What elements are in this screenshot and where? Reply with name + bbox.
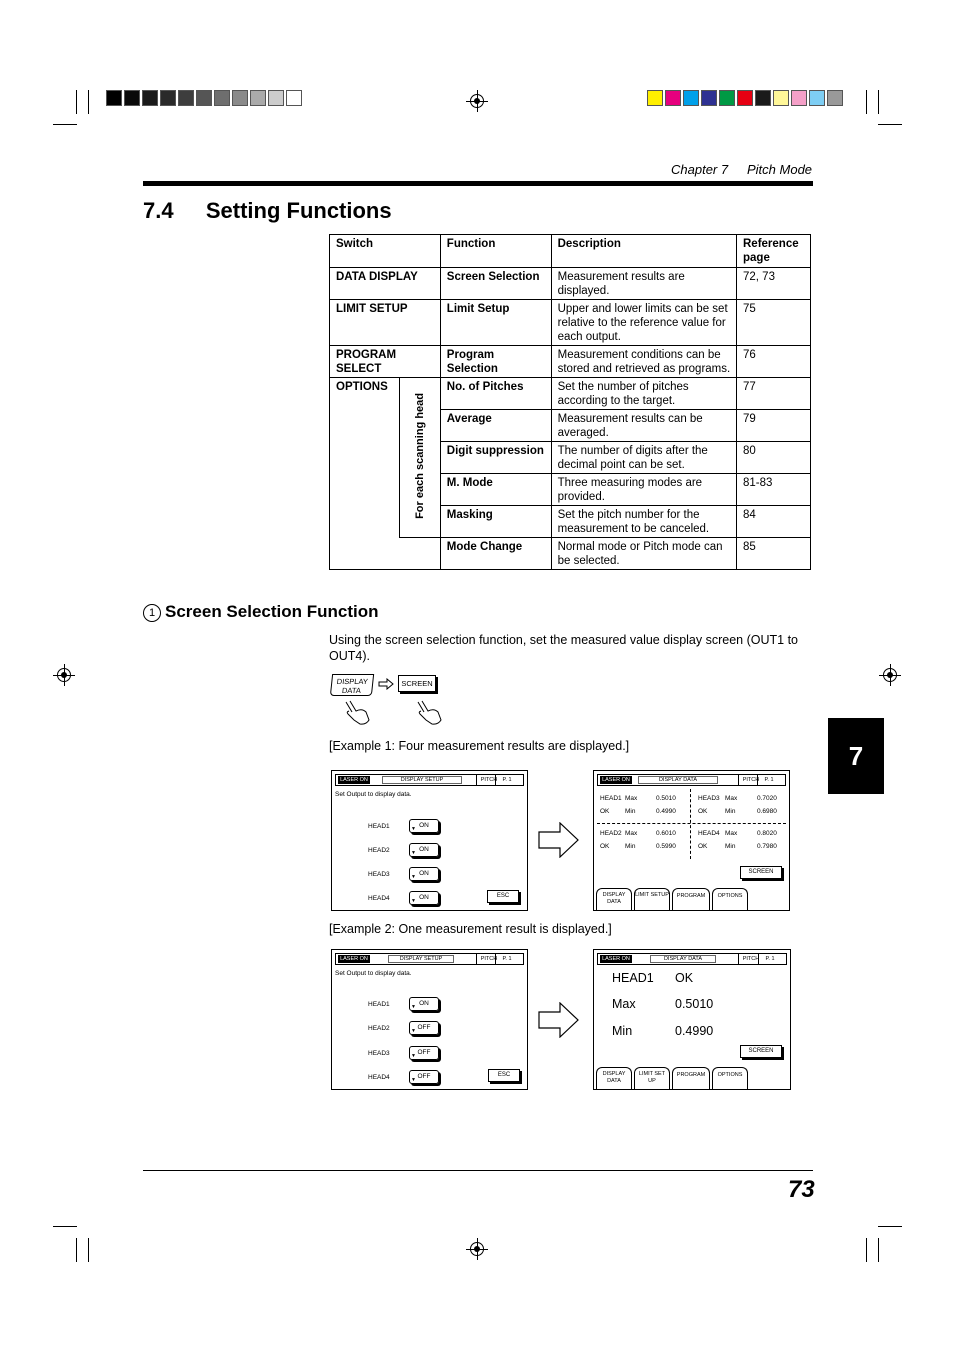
page-label: P. 1 — [758, 954, 781, 964]
display-data-key[interactable]: DISPLAY DATA — [330, 674, 374, 696]
laser-on-indicator: LASER ON — [600, 776, 632, 784]
hand-pointer-icon — [342, 700, 372, 726]
registration-mark-bottom — [470, 1242, 484, 1256]
table-row: M. Mode Three measuring modes are provided. 81-83 — [330, 474, 811, 506]
display-setup-screen-1 — [331, 770, 528, 911]
pitch-label: PITCH — [738, 954, 763, 964]
screen-title: DISPLAY SETUP — [382, 776, 462, 784]
head3-label: HEAD3 — [368, 871, 390, 878]
registration-mark-left — [57, 668, 71, 682]
head2-label: HEAD2 — [368, 1025, 390, 1032]
screen-title-bar — [335, 774, 524, 786]
table-row: Average Measurement results can be averaged. 79 — [330, 410, 811, 442]
single-head-label: HEAD1 — [612, 971, 654, 985]
scanning-head-note: For each scanning head — [399, 378, 440, 538]
single-status: OK — [675, 971, 694, 985]
screen-button[interactable]: SCREEN — [740, 866, 782, 879]
example-2-caption: [Example 2: One measurement result is displayed.] — [329, 922, 612, 936]
table-row: LIMIT SETUP Limit Setup Upper and lower limits can be set relative to the reference value for each output. 75 — [330, 300, 811, 346]
section-title-text: Setting Functions — [205, 198, 392, 223]
head1-toggle[interactable]: ▼ ON — [409, 819, 439, 833]
tab-limit-setup[interactable]: LIMIT SET UP — [634, 1067, 670, 1089]
table-row: OPTIONS For each scanning head No. of Pitches Set the number of pitches according to the target. 77 — [330, 378, 811, 410]
tab-program[interactable]: PROGRAM — [672, 888, 710, 910]
head4-toggle[interactable]: ▼ OFF — [409, 1070, 439, 1084]
head3-toggle[interactable]: ▼ ON — [409, 867, 439, 881]
chapter-tab: 7 — [828, 718, 884, 794]
footer-rule — [143, 1170, 813, 1171]
single-min-label: Min — [612, 1024, 633, 1038]
page-number: 73 — [788, 1176, 815, 1203]
registration-mark-top — [470, 94, 484, 108]
running-header-chapter: Chapter 7 — [671, 162, 729, 177]
triangle-icon: ▼ — [411, 850, 416, 856]
triangle-icon: ▼ — [411, 1028, 416, 1034]
esc-button[interactable]: ESC — [488, 1069, 520, 1082]
head2-label: HEAD2 — [368, 847, 390, 854]
single-max-label: Max — [612, 997, 636, 1011]
esc-button[interactable]: ESC — [487, 890, 519, 903]
head4-label: HEAD4 — [368, 895, 390, 902]
big-right-arrow-icon — [538, 1002, 580, 1038]
subsection-title: 1 Screen Selection Function — [143, 602, 379, 622]
col-header-function: Function — [440, 235, 551, 268]
triangle-icon: ▼ — [411, 1004, 416, 1010]
screen-title: DISPLAY DATA — [650, 955, 716, 963]
head2-toggle[interactable]: ▼ ON — [409, 843, 439, 857]
screen-title-bar — [335, 953, 524, 965]
hand-pointer-icon — [414, 700, 444, 726]
subsection-marker: 1 — [143, 604, 161, 622]
screen-key[interactable]: SCREEN — [398, 675, 436, 692]
head1-label: HEAD1 — [368, 823, 390, 830]
tab-display-data[interactable]: DISPLAY DATA — [596, 1067, 632, 1089]
head3-label: HEAD3 — [368, 1050, 390, 1057]
head3-toggle[interactable]: ▼ OFF — [409, 1046, 439, 1060]
running-header-section: Pitch Mode — [747, 162, 813, 177]
setup-prompt: Set Output to display data. — [335, 970, 412, 977]
tab-display-data[interactable]: DISPLAY DATA — [596, 888, 632, 910]
table-row: DATA DISPLAY Screen Selection Measurement results are displayed. 72, 73 — [330, 268, 811, 300]
screen-title: DISPLAY SETUP — [388, 955, 454, 963]
page-label: P. 1 — [495, 775, 518, 785]
header-rule — [143, 181, 813, 186]
single-max-value: 0.5010 — [675, 997, 714, 1011]
display-data-screen-single — [593, 949, 791, 1090]
col-header-reference: Reference page — [737, 235, 811, 268]
triangle-icon: ▼ — [411, 898, 416, 904]
table-row: Masking Set the pitch number for the measurement to be canceled. 84 — [330, 506, 811, 538]
head4-label: HEAD4 — [368, 1074, 390, 1081]
table-row: Digit suppression The number of digits after the decimal point can be set. 80 — [330, 442, 811, 474]
screen-title-bar — [597, 953, 787, 965]
laser-on-indicator: LASER ON — [338, 776, 370, 784]
right-arrow-icon — [378, 678, 394, 690]
screen-title: DISPLAY DATA — [638, 776, 718, 784]
pitch-label: PITCH — [476, 775, 501, 785]
triangle-icon: ▼ — [411, 826, 416, 832]
head2-toggle[interactable]: ▼ OFF — [409, 1021, 439, 1035]
triangle-icon: ▼ — [411, 874, 416, 880]
tab-options[interactable]: OPTIONS — [712, 888, 748, 910]
registration-mark-right — [883, 668, 897, 682]
table-header-row — [330, 235, 811, 268]
section-title — [143, 198, 392, 224]
triangle-icon: ▼ — [411, 1053, 416, 1059]
head1-toggle[interactable]: ▼ ON — [409, 997, 439, 1011]
table-row: PROGRAM SELECT Program Selection Measurement conditions can be stored and retrieved as programs. 76 — [330, 346, 811, 378]
head4-toggle[interactable]: ▼ ON — [409, 891, 439, 905]
screen-title-bar — [597, 774, 786, 786]
pitch-label: PITCH — [738, 775, 763, 785]
page-label: P. 1 — [495, 954, 518, 964]
big-right-arrow-icon — [538, 822, 580, 858]
col-header-description: Description — [551, 235, 736, 268]
tab-options[interactable]: OPTIONS — [712, 1067, 748, 1089]
col-header-switch: Switch — [330, 235, 441, 268]
triangle-icon: ▼ — [411, 1077, 416, 1083]
section-number: 7.4 — [143, 198, 174, 223]
pitch-label: PITCH — [476, 954, 501, 964]
tab-limit-setup[interactable]: LIMIT SETUP — [634, 888, 670, 910]
display-setup-screen-2 — [331, 949, 528, 1090]
head1-label: HEAD1 — [368, 1001, 390, 1008]
tab-program[interactable]: PROGRAM — [672, 1067, 710, 1089]
screen-button[interactable]: SCREEN — [740, 1045, 782, 1058]
laser-on-indicator: LASER ON — [338, 955, 370, 963]
display-data-screen-quad: LASER ON DISPLAY DATA PITCH P. 1 HEAD1 Max 0.5010 OK Min 0.4990 HEAD3 Max 0.7020 OK Min 0.6980 HEAD2 Max 0.6010 OK Min 0.5990 HEAD4 Max 0.8020 OK Min 0.7980 SCREEN DISPLAY DATA LIMIT SETUP PROGRAM OPTIONS — [593, 770, 790, 911]
single-min-value: 0.4990 — [675, 1024, 714, 1038]
laser-on-indicator: LASER ON — [600, 955, 632, 963]
page-label: P. 1 — [757, 775, 780, 785]
function-table — [329, 234, 811, 570]
table-row: Mode Change Normal mode or Pitch mode can be selected. 85 — [330, 538, 811, 570]
setup-prompt: Set Output to display data. — [335, 791, 412, 798]
intro-text: Using the screen selection function, set the measured value display screen (OUT1 to OUT4). — [329, 633, 798, 663]
example-1-caption: [Example 1: Four measurement results are displayed.] — [329, 739, 630, 753]
